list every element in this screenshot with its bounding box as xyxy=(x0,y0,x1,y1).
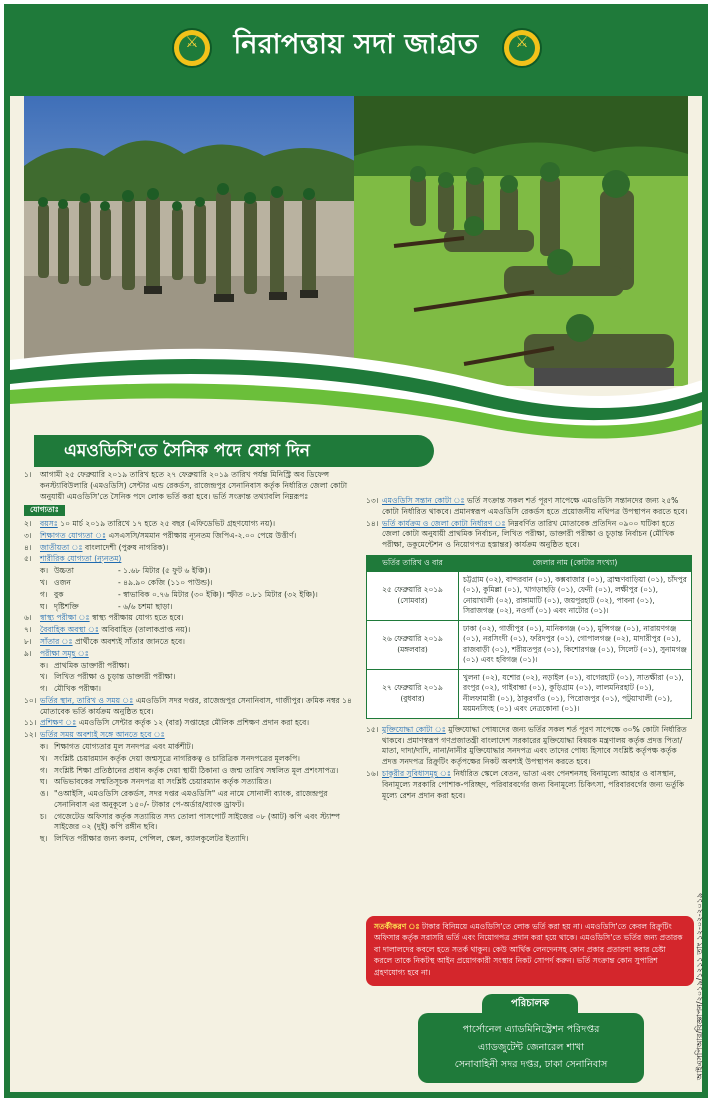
table-row xyxy=(367,669,692,718)
warning-text: টাকার বিনিময়ে এমওডিসি'তে লোক ভর্তি করা হয় না। এমওডিসি'তে কেবল রিক্রুটিং অফিসার কর্তৃক সরাসরি ভর্তি এবং নিয়োগপত্র প্রদান করা হয়ে থাকে। এমওডিসি'তে ভর্তির জন্য প্রতারক বা দালালদের কবলে হতে সতর্ক থাকুন। কেউ আর্থিক লেনদেনসহ কোন প্রকার প্রতারণা করার চেষ্টা করলে তাকে নিকটস্থ আইন প্রয়োগকারী সংস্থার নিকট সোপর্দ করুন। ভর্তি সংক্রান্ত কোন সুপারিশ গ্রহণযোগ্য হবে না। xyxy=(374,922,683,977)
director-line: এ্যাডজুটেন্ট জেনারেল শাখা xyxy=(477,1041,585,1053)
documents-list xyxy=(24,742,358,845)
clause-label: পরীক্ষা সমূহ ঃ xyxy=(40,648,89,658)
army-emblem-left-icon: ⚔ xyxy=(172,28,212,68)
clause-text: মুক্তিযোদ্ধা পোষ্যদের জন্য ভর্তির সকল শর্ত পূরণ সাপেক্ষে ৩০% কোটা নির্ধারিত থাকবে। প্রমাণস্বরূপ গণপ্রজাতন্ত্রী বাংলাদেশ সরকারের মুক্তিযোদ্ধা বিষয়ক মন্ত্রণালয় কর্তৃক প্রদত্ত পিতা/মাতা, দাদা/দাদি, নানা/নানীর মুক্তিযোদ্ধার সনদপত্র এবং তাদের পোষ্য হিসাবে সংশ্লিষ্ট কর্তৃপক্ষ কর্তৃক প্রদত্ত সনদপত্র রিক্রুটিং কর্তৃপক্ষের নিকট অবশ্যই উপস্থাপন করতে হবে। xyxy=(382,724,687,767)
document-text: গেজেটেড অফিসার কর্তৃক সত্যায়িত সদ্য তোলা পাসপোর্ট সাইজের ০৮ (আট) কপি এবং স্ট্যাম্প সাইজের ০২ (দুই) কপি রঙ্গীন ছবি। xyxy=(54,811,341,832)
sub-number: ঘ। xyxy=(40,777,48,787)
recruitment-banner: এমওডিসি'তে সৈনিক পদে যোগ দিন xyxy=(34,435,434,467)
decorative-swoosh xyxy=(10,340,702,450)
physical-row xyxy=(40,590,358,601)
clause-text: ভর্তি সংক্রান্ত সকল শর্ত পূরণ সাপেক্ষে এমওডিসি সন্তানদের জন্য ২৫% কোটা নির্ধারিত থাকবে। প্রমানস্বরূপ এমওডিসি রেকর্ডস হতে প্রয়োজনীয় নথিপত্র উপস্থাপন করতে হবে। xyxy=(382,496,688,516)
clause-text: ১০ মার্চ ২০১৯ তারিখে ১৭ হতে ২৫ বছর (এফিডেভিট গ্রহণযোগ্য নয়)। xyxy=(60,519,276,529)
physical-value: - স্বাভাবিক ০.৭৬ মিটার (৩০ ইঞ্চি)। স্ফীত ০.৮১ মিটার (৩২ ইঞ্চি)। xyxy=(118,589,318,599)
district-quota-table xyxy=(366,555,692,719)
date-column-header: ভর্তির তারিখ ও বার xyxy=(367,555,459,571)
clause-text: বাংলাদেশী (পুরুষ নাগরিক)। xyxy=(84,542,169,552)
sub-number: ক। xyxy=(40,566,49,576)
sub-number: খ। xyxy=(40,753,48,763)
director-line: সেনাবাহিনী সদর দপ্তর, ঢাকা সেনানিবাস xyxy=(454,1059,608,1071)
document-item xyxy=(40,812,358,834)
sub-number: খ। xyxy=(40,578,48,588)
clause-number: ১৫। xyxy=(366,724,379,734)
header-band xyxy=(10,10,702,96)
eligibility-item xyxy=(24,625,358,636)
clause-number: ২। xyxy=(24,519,32,529)
clause-number: ৮। xyxy=(24,636,32,646)
date-cell: ২৫ ফেব্রুয়ারি ২০১৯ (সোমবার) xyxy=(367,571,459,620)
clause-text: এমওডিসি সেন্টার কর্তৃক ১২ (বার) সপ্তাহের মৌলিক প্রশিক্ষণ প্রদান করা হবে। xyxy=(78,718,310,728)
clause-label: মুক্তিযোদ্ধা কোটা ঃ xyxy=(382,724,446,734)
physical-key: দৃষ্টিশক্তি xyxy=(54,601,79,611)
freedom-fighter-clause xyxy=(366,725,692,768)
director-box xyxy=(418,1013,644,1083)
document-item xyxy=(40,742,358,753)
clause-text: এসএসসি/সমমান পরীক্ষায় ন্যূনতম জিপিএ-২.০০ পেয়ে উত্তীর্ণ। xyxy=(108,530,297,540)
districts-cell: চট্টগ্রাম (০২), বান্দরবান (০১), কক্সবাজার (০১), ব্রাহ্মণবাড়িয়া (০১), চাঁদপুর (০১), কুমিল্লা (০১), খাগড়াছড়ি (০১), ফেনী (০১), লক্ষীপুর (০১), নোয়াখালী (০২), রাঙ্গামাটি (০১), জয়পুরহাট (০২), পাবনা (০১), সিরাজগঞ্জ (০২), নওগাঁ (০১) এবং নাটোর (০১)। xyxy=(459,571,692,620)
clause-number: ৯। xyxy=(24,648,32,658)
document-text: শিক্ষাগত যোগ্যতার মূল সনদপত্র এবং মার্কশীট। xyxy=(54,741,194,751)
intro-text: আগামী ২৫ ফেব্রুয়ারি ২০১৯ তারিখ হতে ২৭ ফেব্রুয়ারি ২০১৯ তারিখ পর্যন্ত মিনিস্ট্রি অব ডিফেন্স কনস্ট্যাবিউলারি (এমওডিসি) সেন্টার এন্ড রেকর্ডস, রাজেন্দ্রপুর সেনানিবাস কর্তৃক নির্ধারিত জেলা কোটা অনুযায়ী এমওডিসি'তে সৈনিক পদে লোক ভর্তি করা হবে। ভর্তি সংক্রান্ত তথ্যাবলি নিম্নরূপঃ xyxy=(40,470,348,501)
eligibility-item xyxy=(24,637,358,648)
clause-number: ৫। xyxy=(24,554,32,564)
intro-paragraph xyxy=(24,470,358,502)
clause-label: বৈবাহিক অবস্থা ঃ xyxy=(40,625,99,635)
physical-key: উচ্চতা xyxy=(54,566,74,576)
warning-label: সতর্কীকরণ ঃ xyxy=(374,922,420,931)
clause-number: ১১। xyxy=(24,718,37,728)
physical-heading xyxy=(24,554,358,565)
exam-text: মৌখিক পরীক্ষা। xyxy=(54,684,101,694)
sub-number: ঙ। xyxy=(40,789,49,799)
table-header-row xyxy=(367,555,692,571)
clause-number: ১৩। xyxy=(366,496,379,505)
publication-code xyxy=(694,740,716,1080)
eligibility-item xyxy=(24,613,358,624)
eligibility-item xyxy=(24,519,358,530)
clause-number: ৬। xyxy=(24,613,32,623)
physical-list xyxy=(24,566,358,612)
clause-text: অবিবাহিত (তালাকপ্রাপ্ত নয়)। xyxy=(101,625,191,635)
districts-cell: ঢাকা (০২), গাজীপুর (০১), মানিকগঞ্জ (০১), মুন্সিগঞ্জ (০১), নারায়ণগঞ্জ (০১), নরসিংদী (০১), ফরিদপুর (০১), গোপালগঞ্জ (০২), মাদারীপুর (০১), রাজবাড়ী (০১), শরীয়তপুর (০১), কিশোরগঞ্জ (০১), সিলেট (০১), সুনামগঞ্জ (০১) এবং হবিগঞ্জ (০১)। xyxy=(459,620,692,669)
eligibility-tag: যোগ্যতাঃ xyxy=(24,505,65,516)
clause-number: ১৬। xyxy=(366,769,379,778)
date-cell: ২৬ ফেব্রুয়ারি ২০১৯ (মঙ্গলবার) xyxy=(367,620,459,669)
clause-label: ভর্তি কার্যক্রম ও জেলা কোটা নির্ধারণ ঃ xyxy=(382,518,506,528)
training-clause xyxy=(24,718,358,729)
clause-text: নির্ধারিত স্কেলে বেতন, ভাতা এবং পেনশনসহ বিনামূল্যে আহার ও বাসস্থান, বিনামূল্যে সরকারি পোশাক-পরিচ্ছদ, পরিবারবর্গের জন্য বিনামূল্যে চিকিৎসা, পরিবারবর্গের জন্য ভর্তুকি মূল্যে রেশন প্রদান করা হবে। xyxy=(382,769,685,800)
clause-text: নিম্নবর্ণিত তারিখ মোতাবেক প্রতিদিন ০৯০০ ঘটিকা হতে জেলা কোটা অনুযায়ী প্রাথমিক নির্বাচন, লিখিত পরীক্ষা, ডাক্তারী পরীক্ষা ও চূড়ান্ত নির্বাচন (মৌখিক পরীক্ষা, ডকুমেন্টেশন ও নিয়োগপত্র হস্তান্তর) কার্যক্রম অনুষ্ঠিত হবে। xyxy=(382,518,675,550)
eligibility-item xyxy=(24,531,358,542)
document-item xyxy=(40,777,358,788)
document-text: "ওআইসি, এমওডিসি রেকর্ডস, সদর দপ্তর এমওডিসি" এর নামে সোনালী ব্যাংক, রাজেন্দ্রপুর সেনানিবাস এর অনুকূলে ১৫০/- টাকার পে-অর্ডার/ব্যাংক ড্রাফট। xyxy=(54,789,328,809)
sub-number: ক। xyxy=(40,741,49,751)
districts-cell: খুলনা (০২), যশোর (০২), নড়াইল (০১), বাগেরহাট (০১), সাতক্ষীরা (০১), রংপুর (০২), গাইবান্ধা (০১), কুড়িগ্রাম (০১), লালমনিরহাট (০১), নীলফামারী (০১), ঠাকুরগাঁও (০১), পিরোজপুর (০১), পটুয়াখালী (০১), ময়মনসিংহ (০১) এবং নেত্রকোনা (০১)। xyxy=(459,669,692,718)
physical-value: - ৬/৬ চশমা ছাড়া। xyxy=(118,601,173,611)
clause-number: ১০। xyxy=(24,695,37,705)
clause-text: স্বাস্থ্য পরীক্ষায় যোগ্য হতে হবে। xyxy=(92,613,184,623)
slogan: নিরাপত্তায় সদা জাগ্রত xyxy=(233,29,479,60)
table-row xyxy=(367,571,692,620)
physical-row xyxy=(40,566,358,577)
clause-number: ১৪। xyxy=(366,518,379,528)
publication-code-text: আইএসপিআর/বিজ্ঞাপন/২০১৯/১২১১ তাং ১২-০২-২০১৯ xyxy=(695,892,704,1080)
clause-text: এমওডিসি সদর দপ্তর, রাজেন্দ্রপুর সেনানিবাস, গাজীপুর। ক্রমিক নম্বর ১৪ মোতাবেক ভর্তি কার্যক্রম অনুষ্ঠিত হবে। xyxy=(40,695,352,716)
physical-key: ওজন xyxy=(54,578,71,588)
clause-label: চাকুরীর সুবিধাসমূহ ঃ xyxy=(382,769,451,778)
district-column-header: জেলার নাম (কোটার সংখ্যা) xyxy=(459,555,692,571)
clause-number: ৩। xyxy=(24,530,32,540)
date-cell: ২৭ ফেব্রুয়ারি ২০১৯ (বুধবার) xyxy=(367,669,459,718)
document-item xyxy=(40,754,358,765)
left-column xyxy=(24,470,358,1092)
exam-text: লিখিত পরীক্ষা ও চূড়ান্ত ডাক্তারী পরীক্ষা। xyxy=(54,672,176,682)
sub-number: গ। xyxy=(40,589,48,599)
clause-label: জাতীয়তা ঃ xyxy=(40,542,83,552)
sub-number: চ। xyxy=(40,811,47,821)
clause-label: শারীরিক যোগ্যতা (ন্যূনতম) xyxy=(40,554,122,564)
clause-label: বয়সঃ xyxy=(40,519,58,529)
exam-text: প্রাথমিক ডাক্তারী পরীক্ষা। xyxy=(54,660,130,670)
physical-row xyxy=(40,578,358,589)
army-emblem-right-icon: ⚔ xyxy=(502,28,542,68)
clause-label: স্বাস্থ্য পরীক্ষা ঃ xyxy=(40,613,90,623)
exam-item xyxy=(40,684,358,695)
documents-heading xyxy=(24,730,358,741)
physical-value: - ৪৯.৯০ কেজি (১১০ পাউন্ড)। xyxy=(118,578,213,588)
exam-item xyxy=(40,672,358,683)
document-text: সংশ্লিষ্ট চেয়ারম্যান কর্তৃক দেয়া জন্মসূত্রে নাগরিকত্ব ও চারিত্রিক সনদপত্রের মূলকপি। xyxy=(54,753,300,763)
clause-label: সাঁতার ঃ xyxy=(40,636,73,646)
document-text: লিখিত পরীক্ষার জন্য কলম, পেন্সিল, স্কেল, ক্যালকুলেটর ইত্যাদি। xyxy=(54,834,249,844)
clause-label: ভর্তির সময় অবশ্যই সঙ্গে আনতে হবে ঃ xyxy=(40,730,165,740)
benefits-clause xyxy=(366,769,692,801)
ad-frame xyxy=(4,4,708,1098)
document-text: অভিভাবকের সম্মতিসূচক সনদপত্র যা সংশ্লিষ্ট চেয়ারম্যান কর্তৃক সত্যায়িত। xyxy=(54,777,272,787)
clause-number: ৪। xyxy=(24,542,32,552)
venue-clause xyxy=(24,696,358,718)
sub-number: গ। xyxy=(40,765,48,775)
table-row xyxy=(367,620,692,669)
clause-number: ১২। xyxy=(24,730,37,740)
physical-key: বুক xyxy=(54,589,64,599)
quota-clause xyxy=(366,496,692,518)
physical-value: - ১.৬৮ মিটার (৫ ফুট ৬ ইঞ্চি)। xyxy=(118,566,211,576)
exam-item xyxy=(40,661,358,672)
clause-label: ভর্তির স্থান, তারিখ ও সময় ঃ xyxy=(40,695,134,705)
warning-box xyxy=(366,916,694,986)
document-item xyxy=(40,834,358,845)
exams-list xyxy=(24,661,358,695)
exams-heading xyxy=(24,649,358,660)
sub-number: ক। xyxy=(40,660,49,670)
document-item xyxy=(40,766,358,777)
clause-number: ৭। xyxy=(24,625,32,635)
clause-text: প্রার্থীকে অবশ্যই সাঁতার জানতে হবে। xyxy=(74,636,185,646)
eligibility-item xyxy=(24,543,358,554)
sub-number: খ। xyxy=(40,672,48,682)
sub-number: ঘ। xyxy=(40,601,48,611)
clause-label: এমওডিসি সন্তান কোটা ঃ xyxy=(382,496,465,505)
sub-number: গ। xyxy=(40,684,48,694)
sub-number: ছ। xyxy=(40,834,48,844)
clause-label: শিক্ষাগত যোগ্যতা ঃ xyxy=(40,530,107,540)
document-text: সংশ্লিষ্ট শিক্ষা প্রতিষ্ঠানের প্রধান কর্তৃক দেয়া স্থায়ী ঠিকানা ও জন্ম তারিখ সম্বলিত মূল প্রশংসাপত্র। xyxy=(54,765,339,775)
document-item xyxy=(40,789,358,811)
physical-row xyxy=(40,602,358,613)
director-line: পার্সোনেল এ্যাডমিনিস্ট্রেশন পরিদপ্তর xyxy=(462,1024,600,1035)
clause-label: প্রশিক্ষণ ঃ xyxy=(40,718,77,728)
clause-number: ১। xyxy=(24,470,32,479)
schedule-clause xyxy=(366,519,692,551)
director-tag: পরিচালক xyxy=(482,994,578,1014)
